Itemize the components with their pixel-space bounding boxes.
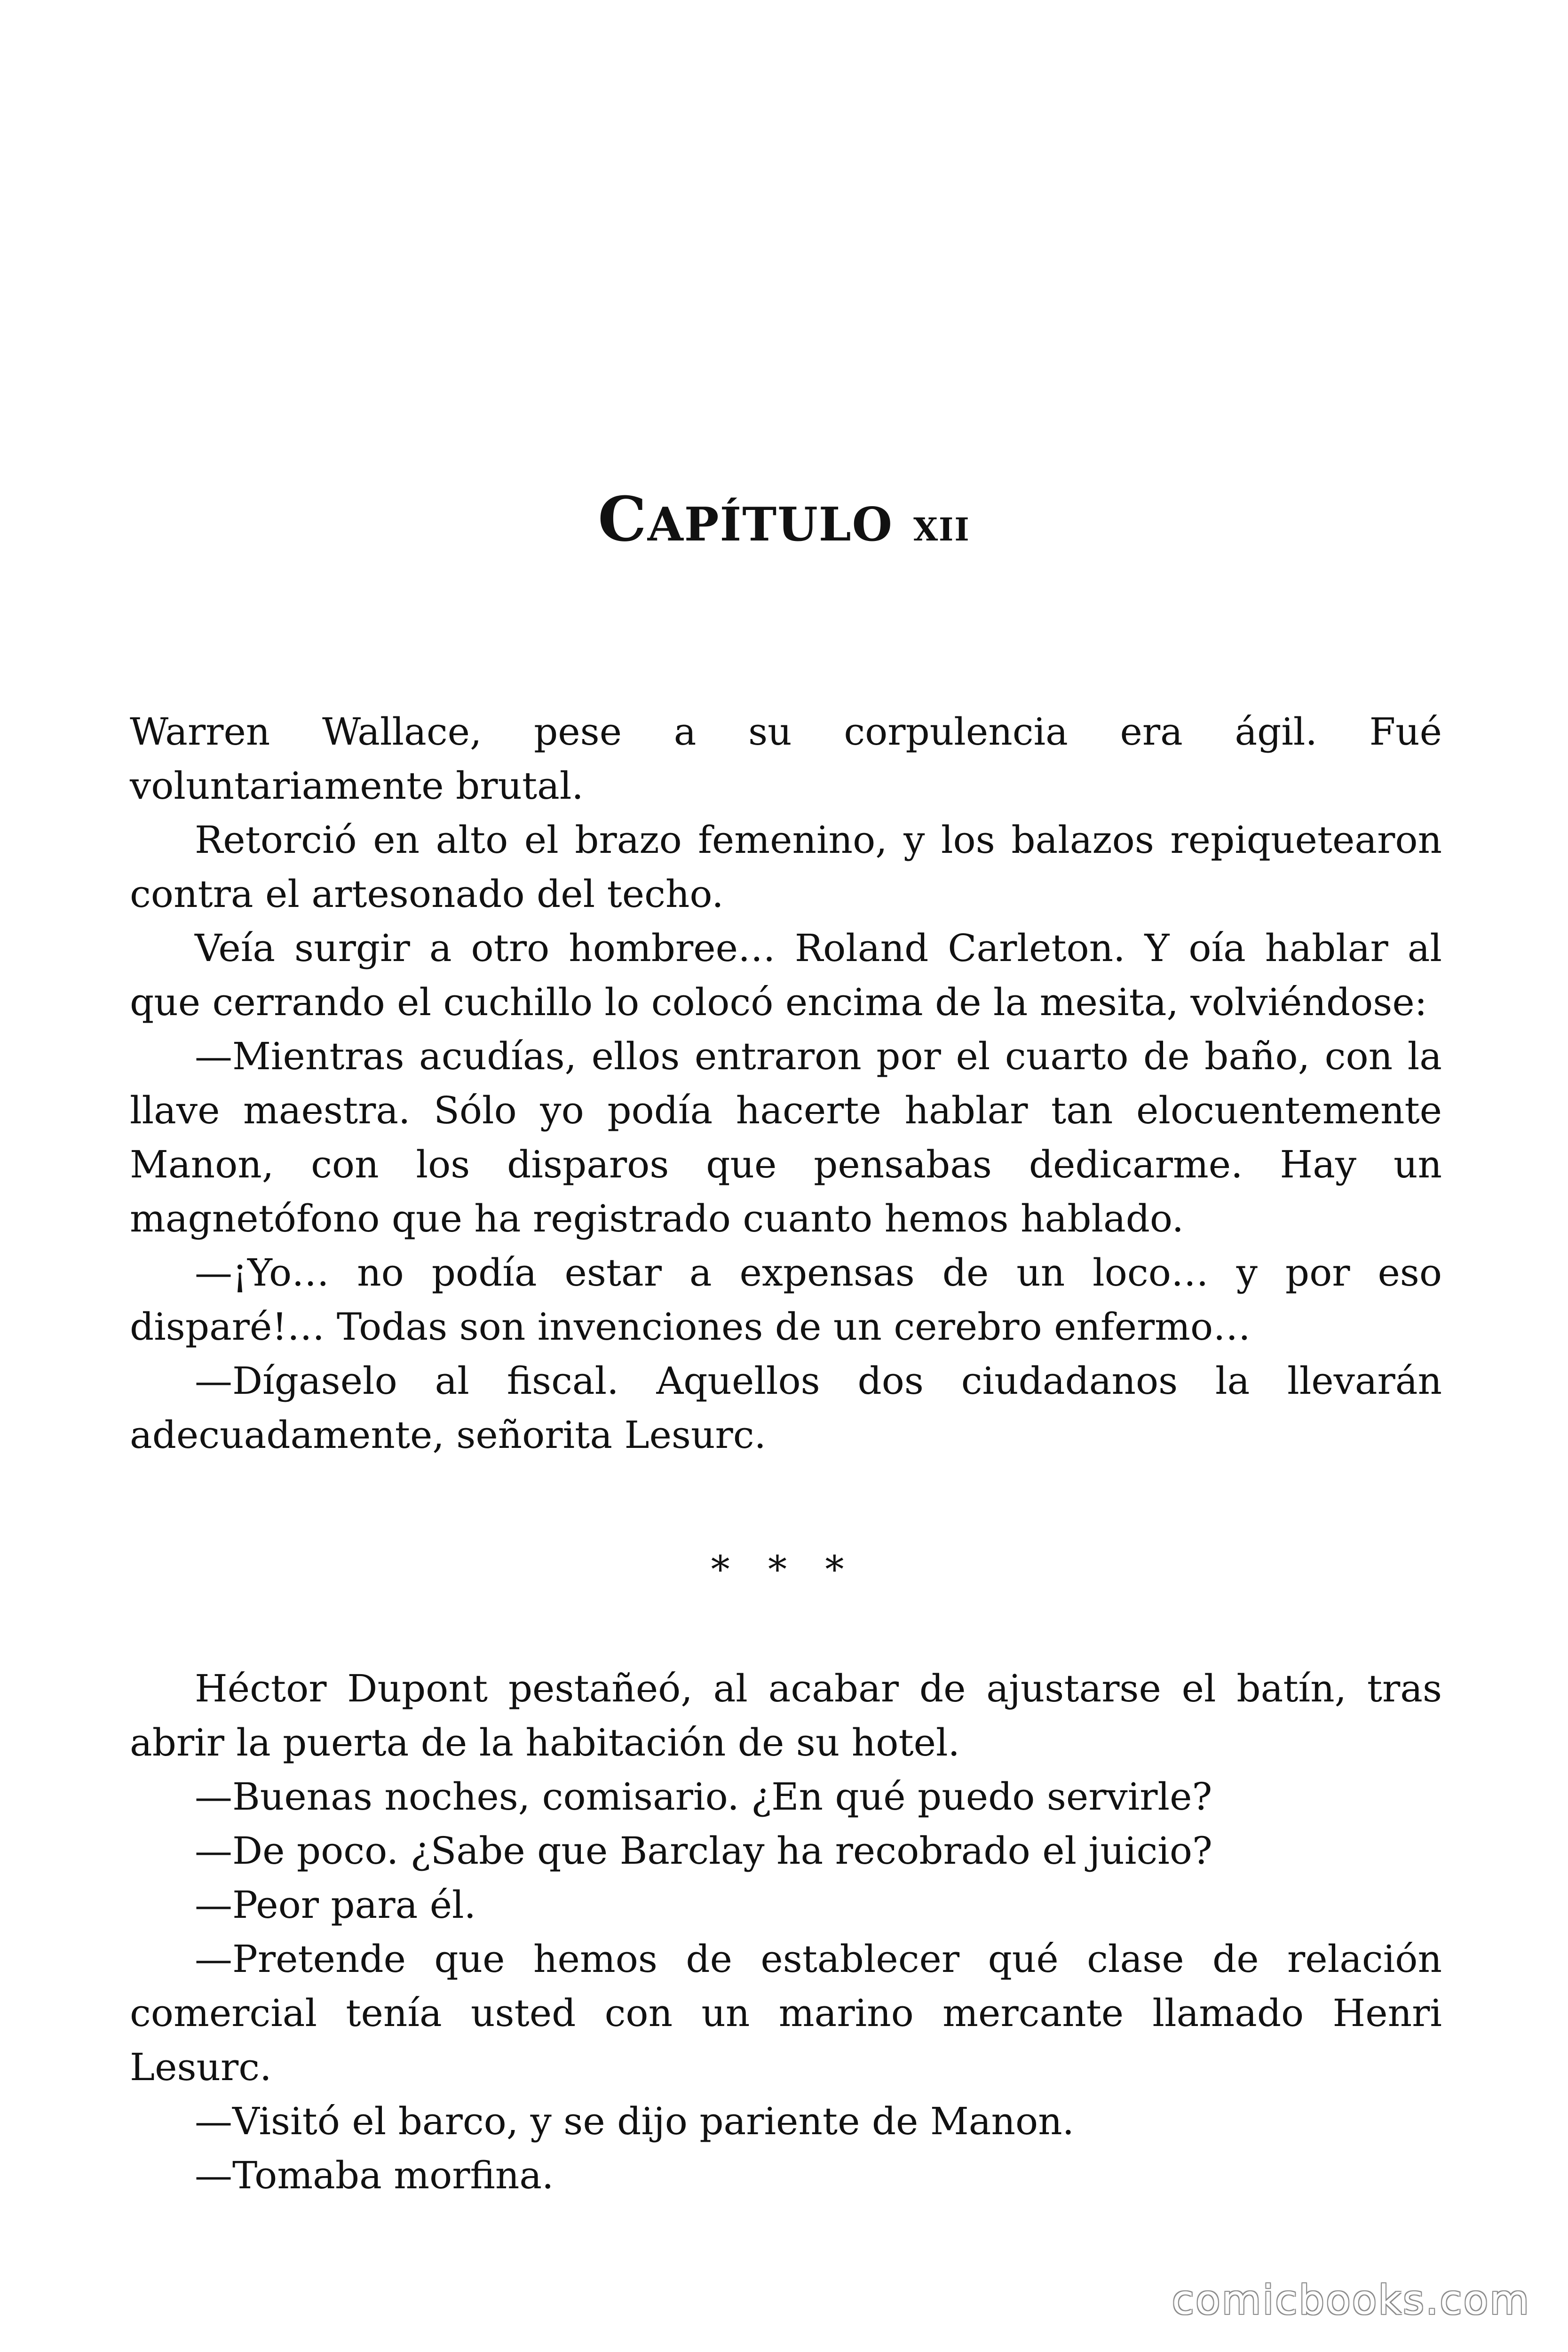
text-block-1 — [130, 705, 1442, 1462]
paragraph: Retorció en alto el brazo femenino, y los balazos repiquetearon contra el artesonado del techo. — [130, 818, 1442, 916]
chapter-number: xii — [913, 498, 970, 552]
paragraph: —Peor para él. — [195, 1883, 476, 1927]
paragraph: —Tomaba morfina. — [195, 2153, 554, 2197]
paragraph: Warren Wallace, pese a su corpulencia era ágil. Fué voluntariamente brutal. — [130, 710, 1442, 808]
chapter-title-initial: C — [598, 483, 648, 556]
paragraph: Veía surgir a otro hombree… Roland Carleton. Y oía hablar al que cerrando el cuchillo lo colocó encima de la mesita, volviéndose: — [130, 926, 1442, 1024]
paragraph: —De poco. ¿Sabe que Barclay ha recobrado el juicio? — [195, 1829, 1212, 1873]
paragraph: —Dígaselo al fiscal. Aquellos dos ciudadanos la llevarán adecuadamente, señorita Lesurc. — [130, 1359, 1442, 1457]
chapter-title — [0, 483, 1568, 556]
paragraph: —Mientras acudías, ellos entraron por el cuarto de baño, con la llave maestra. Sólo yo podía hacerte hablar tan elocuentemente Manon, con los disparos que pensabas dedicarme. Hay un magnetófono que ha registrado cuanto hemos hablado. — [130, 1034, 1442, 1240]
section-separator: * * * — [711, 1548, 857, 1591]
paragraph: —Buenas noches, comisario. ¿En qué puedo servirle? — [195, 1775, 1212, 1819]
text-block-2 — [130, 1661, 1442, 2202]
paragraph: Héctor Dupont pestañeó, al acabar de ajustarse el batín, tras abrir la puerta de la habitación de su hotel. — [130, 1667, 1442, 1764]
watermark: comicbooks.com — [1172, 2277, 1530, 2324]
chapter-title-rest: APÍTULO — [647, 498, 893, 552]
paragraph: —Pretende que hemos de establecer qué clase de relación comercial tenía usted con un marino mercante llamado Henri Lesurc. — [130, 1937, 1442, 2089]
paragraph: —Visitó el barco, y se dijo pariente de Manon. — [195, 2099, 1075, 2143]
paragraph: —¡Yo… no podía estar a expensas de un loco… y por eso disparé!… Todas son invenciones de un cerebro enfermo… — [130, 1251, 1442, 1349]
